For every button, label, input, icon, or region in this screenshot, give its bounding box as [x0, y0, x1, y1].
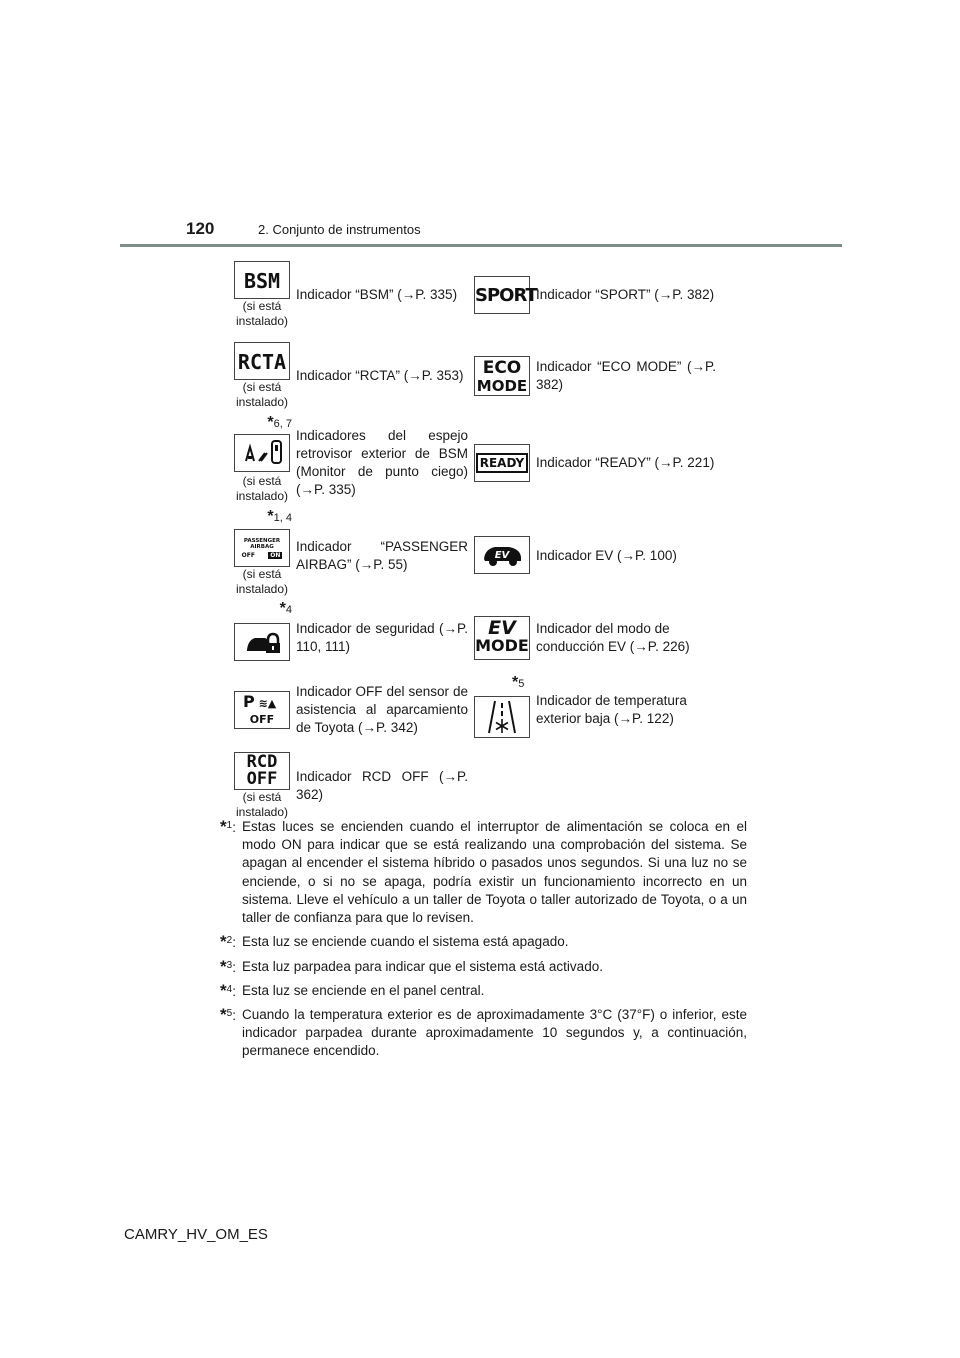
- icon-cell: [228, 336, 296, 416]
- icon-cell: [228, 674, 296, 746]
- icon-cell: [228, 416, 296, 510]
- airbag-off-label: OFF: [241, 552, 255, 559]
- bsm-icon: BSM: [234, 261, 290, 299]
- indicator-description: Indicador “SPORT” (→P. 382): [536, 286, 715, 302]
- rcd-off-icon: RCD OFF: [234, 752, 290, 790]
- installed-note: (si está instalado): [235, 380, 289, 409]
- icon-cell: [468, 336, 536, 416]
- section-title: 2. Conjunto de instrumentos: [258, 222, 421, 237]
- airbag-on-label: ON: [270, 552, 281, 559]
- icon-cell: [468, 674, 536, 746]
- icon-cell: [228, 746, 296, 826]
- icon-cell: [468, 602, 536, 674]
- indicator-description: Indicador EV (→P. 100): [536, 547, 677, 563]
- empty-cell: [468, 746, 536, 826]
- document-code: CAMRY_HV_OM_ES: [124, 1226, 268, 1243]
- empty-cell: [536, 746, 716, 826]
- icon-cell: [468, 254, 536, 336]
- footnote-ref: *5: [512, 674, 525, 691]
- indicator-description: Indicador de seguridad (→P. 110, 111): [296, 620, 468, 654]
- indicator-description: Indicador del modo de conducción EV (→P. 226): [536, 620, 690, 654]
- footnote: *$^1$: Estas luces se encienden cuando el interruptor de alimentación se coloca en el modo ON para indicar que se está realizando una comprobación del sistema. Se apagan al encender el sistema híbrido o pasados unos segundos. Si una luz no se enciende, o si no se apaga, podría existir un funcionamiento incorrecto en un sistema. Lleve el vehículo a un taller de Toyota o taller autorizado de Toyota, o a un taller de confianza para que lo revisen.: [220, 817, 747, 926]
- page-number: 120: [186, 219, 215, 238]
- footnotes: [220, 818, 747, 1067]
- passenger-airbag-icon: PASSENGER AIRBAG OFF ON: [234, 529, 290, 567]
- icon-cell: [228, 254, 296, 336]
- parking-sensor-off-icon: P ≋▲ OFF: [234, 691, 290, 729]
- footnote-ref: *4: [279, 600, 292, 617]
- installed-note: (si está instalado): [235, 299, 289, 328]
- table-row: [228, 254, 716, 336]
- table-row: [228, 510, 716, 602]
- sport-icon: SPORT: [474, 276, 530, 314]
- footnote: *$^3$: Esta luz parpadea para indicar que el sistema está activado.: [220, 956, 603, 976]
- table-row: [228, 746, 716, 826]
- icon-cell: [228, 602, 296, 674]
- ev-mode-icon: EV MODE: [474, 616, 530, 660]
- ev-icon-text: EV: [494, 550, 510, 561]
- installed-note: (si está instalado): [235, 567, 289, 596]
- ev-icon: [474, 536, 530, 574]
- bsm-mirror-icon: [234, 434, 290, 472]
- indicator-description: Indicador “PASSENGER AIRBAG” (→P. 55): [296, 538, 468, 572]
- ready-icon: READY: [474, 444, 530, 482]
- footnote: *$^4$: Esta luz se enciende en el panel central.: [220, 980, 485, 1000]
- rcta-icon: RCTA: [234, 342, 290, 380]
- eco-mode-icon: ECO MODE: [474, 356, 530, 396]
- security-lock-icon: [234, 623, 290, 661]
- indicator-description: Indicador “ECO MODE” (→P. 382): [536, 358, 716, 392]
- installed-note: (si está instalado): [235, 474, 289, 503]
- header-rule: [120, 244, 842, 247]
- table-row: [228, 336, 716, 416]
- indicator-description: Indicador “BSM” (→P. 335): [296, 286, 458, 302]
- footnote: *$^5$: Cuando la temperatura exterior es de aproximadamente 3°C (37°F) o inferior, este indicador parpadea durante aproximadamente 10 segundos y, a continuación, permanece encendido.: [220, 1004, 747, 1059]
- footnote: *$^2$: Esta luz se enciende cuando el sistema está apagado.: [220, 932, 569, 952]
- indicator-description: Indicador “RCTA” (→P. 353): [296, 367, 464, 383]
- icon-cell: [468, 416, 536, 510]
- table-row: [228, 416, 716, 510]
- icon-cell: [468, 510, 536, 602]
- indicator-table: [228, 254, 716, 826]
- indicator-description: Indicador de temperatura exterior baja (→P. 122): [536, 692, 687, 726]
- footnote-ref: *1, 4: [267, 508, 292, 525]
- indicator-description: Indicador “READY” (→P. 221): [536, 454, 715, 470]
- table-row: [228, 602, 716, 674]
- low-temp-icon: [474, 696, 530, 738]
- icon-cell: [228, 510, 296, 602]
- indicator-description: Indicador OFF del sensor de asistencia al aparcamiento de Toyota (→P. 342): [296, 683, 468, 736]
- installed-note: (si está instalado): [235, 790, 289, 819]
- footnote-ref: *6, 7: [267, 414, 292, 431]
- indicator-description: Indicadores del espejo retrovisor exterior de BSM (Monitor de punto ciego) (→P. 335): [296, 427, 468, 498]
- indicator-description: Indicador RCD OFF (→P. 362): [296, 768, 468, 802]
- table-row: [228, 674, 716, 746]
